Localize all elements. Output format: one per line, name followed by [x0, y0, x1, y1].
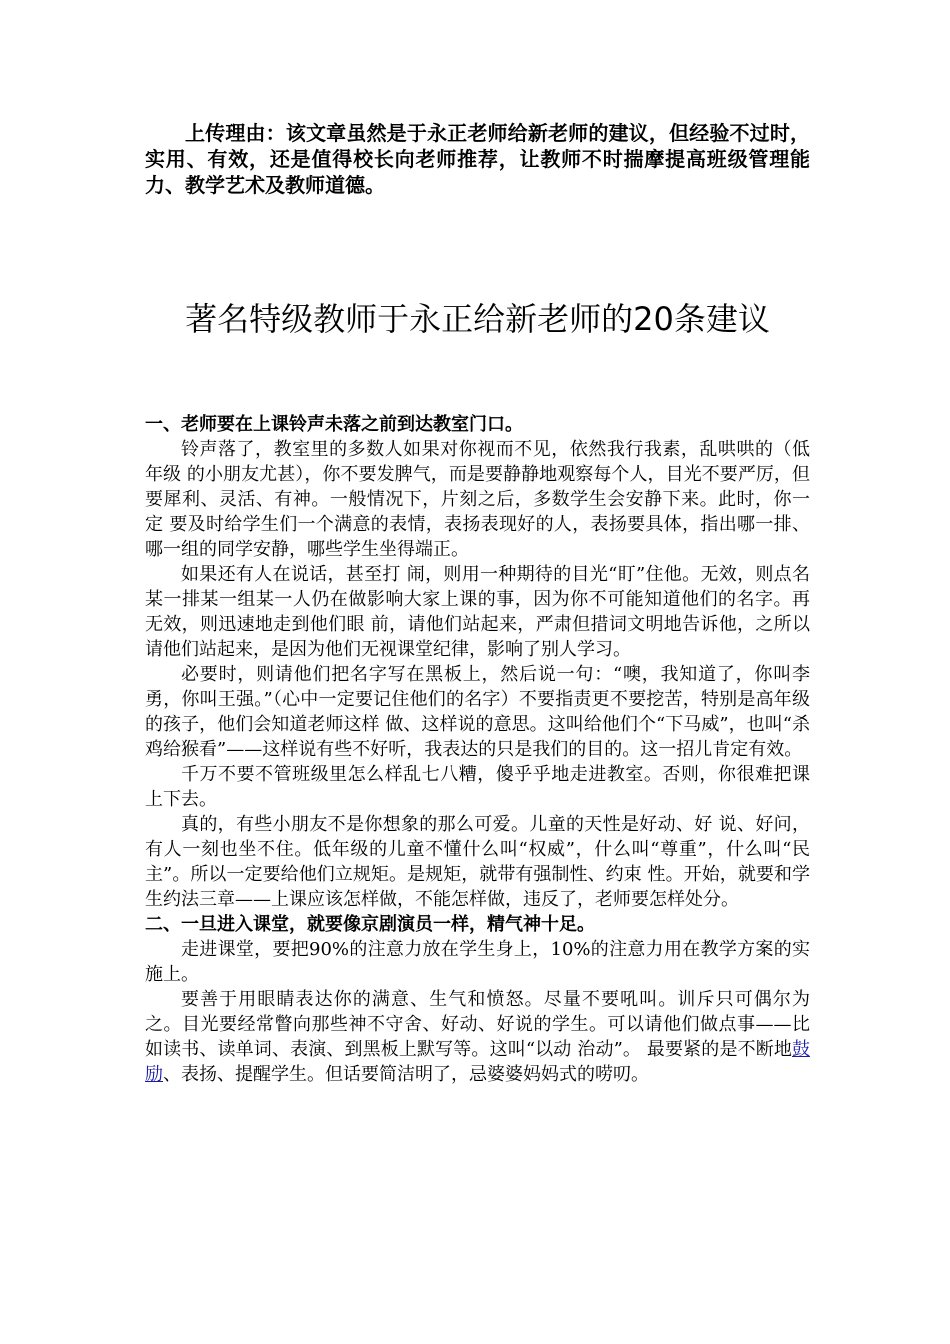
section-1-paragraph-4: 千万不要不管班级里怎么样乱七八糟，傻乎乎地走进教室。否则，你很难把课上下去。	[145, 764, 810, 810]
section-2-heading: 二、一旦进入课堂，就要像京剧演员一样，精气神十足。	[145, 914, 595, 935]
encourage-link[interactable]: 鼓励	[145, 1039, 810, 1085]
section-1-paragraph-3: 必要时，则请他们把名字写在黑板上，然后说一句：“噢，我知道了，你叫李勇，你叫王强。”（心中一定要记住他们的名字）不要指责更不要挖苦，特别是高年级的孩子，他们会知道老师这样 做、这样说的意思。这叫给他们个“下马威”，也叫“杀鸡给猴看”——这样说有些不好听，我表达的只是我们的目的。这一招儿肯定有效。	[145, 664, 810, 760]
section-2-paragraph-2	[145, 987, 810, 1087]
article-body	[145, 412, 810, 1087]
section-1-paragraph-5: 真的，有些小朋友不是你想象的那么可爱。儿童的天性是好动、好 说、好问，有人一刻也坐不住。低年级的儿童不懂什么叫“权威”，什么叫“尊重”，什么叫“民主”。所以一定要给他们立规矩。是规矩，就带有强制性、约束 性。开始，就要和学生约法三章——上课应该怎样做，不能怎样做，违反了，老师要怎样处分。	[145, 814, 810, 910]
section-2-paragraph-2-text-a: 要善于用眼睛表达你的满意、生气和愤怒。尽量不要吼叫。训斥只可偶尔为之。目光要经常瞥向那些神不守舍、好动、好说的学生。可以请他们做点事——比如读书、读单词、表演、到黑板上默写等。这叫“以动 治动”。 最要紧的是不断地	[145, 989, 810, 1060]
article-title: 著名特级教师于永正给新老师的20条建议	[185, 300, 770, 338]
upload-reason-paragraph: 上传理由：该文章虽然是于永正老师给新老师的建议，但经验不过时，实用、有效，还是值得校长向老师推荐，让教师不时揣摩提高班级管理能力、教学艺术及教师道德。	[145, 121, 810, 197]
section-1-heading: 一、老师要在上课铃声未落之前到达教室门口。	[145, 414, 523, 435]
section-1-paragraph-1: 铃声落了，教室里的多数人如果对你视而不见，依然我行我素，乱哄哄的（低年级 的小朋友尤甚），你不要发脾气，而是要静静地观察每个人，目光不要严厉，但要犀利、灵活、有神。一般情况下，片刻之后，多数学生会安静下来。此时，你一定 要及时给学生们一个满意的表情，表扬表现好的人，表扬要具体，指出哪一排、哪一组的同学安静，哪些学生坐得端正。	[145, 439, 810, 560]
section-1-paragraph-2: 如果还有人在说话，甚至打 闹，则用一种期待的目光“盯”住他。无效，则点名某一排某一组某一人仍在做影响大家上课的事，因为你不可能知道他们的名字。再无效，则迅速地走到他们眼 前，请他们站起来，严肃但措词文明地告诉他，之所以请他们站起来，是因为他们无视课堂纪律，影响了别人学习。	[145, 564, 810, 660]
section-2-paragraph-1: 走进课堂，要把90%的注意力放在学生身上，10%的注意力用在教学方案的实施上。	[145, 939, 810, 985]
section-2-paragraph-2-text-b: 、表扬、提醒学生。但话要简洁明了，忌婆婆妈妈式的唠叨。	[163, 1064, 649, 1085]
